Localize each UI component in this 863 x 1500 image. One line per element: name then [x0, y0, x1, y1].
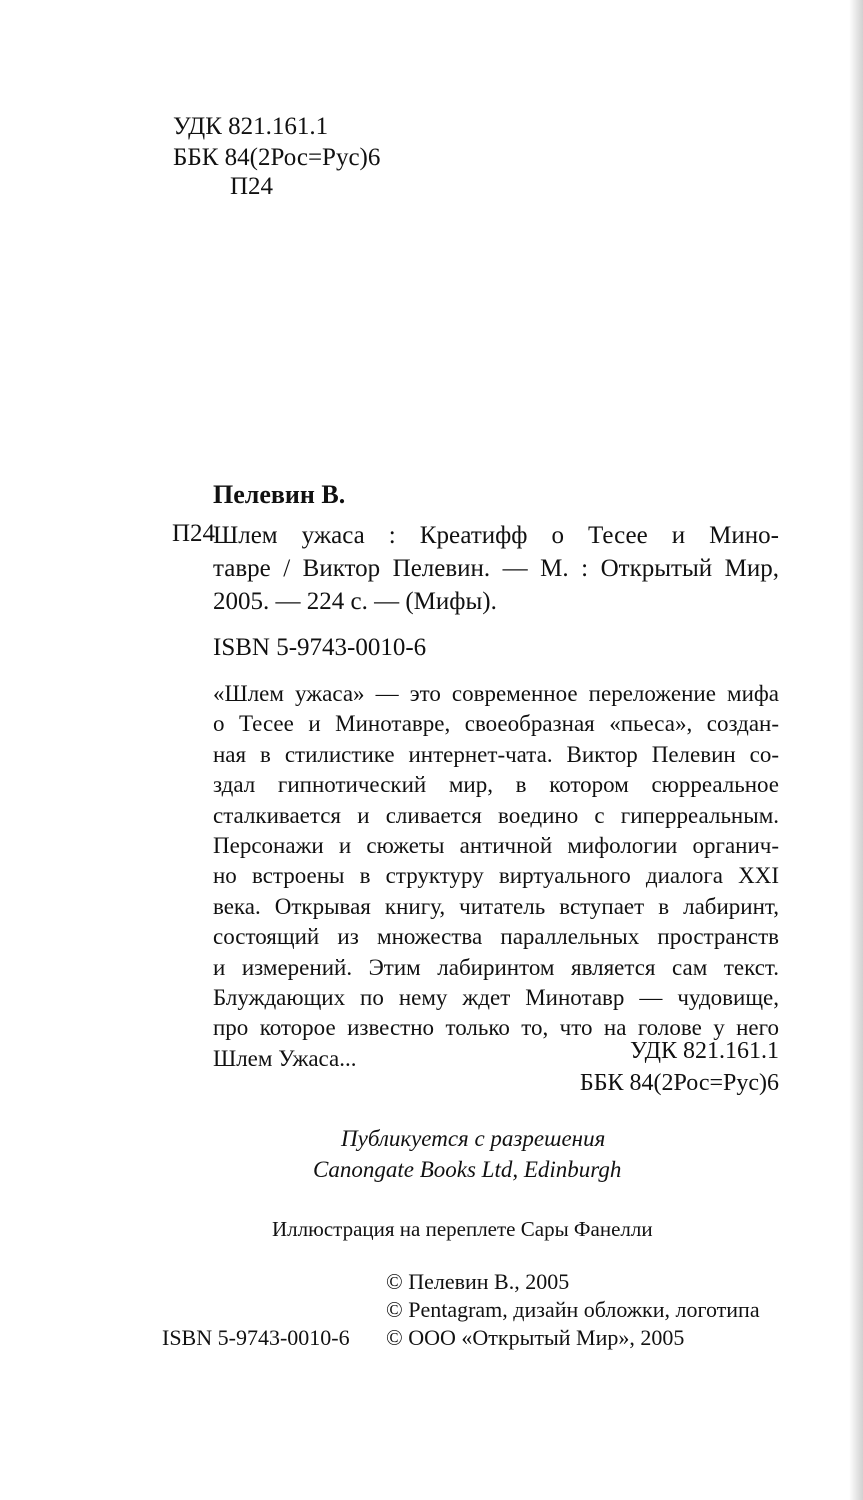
annotation-line: века. Открывая книгу, читатель вступает в лабиринт,: [213, 893, 779, 919]
annotation-line: Персонажи и сюжеты античной мифологии органич-: [213, 833, 779, 859]
annotation-line: состоящий из множества параллельных пространств: [213, 924, 779, 950]
description-line: Шлем ужаса : Креатифф о Тесее и Мино-: [213, 522, 779, 549]
catalog-code-top: П24: [230, 173, 274, 200]
permission-line-2: Canongate Books Ltd, Edinburgh: [313, 1157, 622, 1182]
description-line: тавре / Виктор Пелевин. — М. : Открытый Мир,: [213, 555, 779, 582]
copyright-line: © Pentagram, дизайн обложки, логотипа: [386, 1297, 760, 1322]
udk-top: УДК 821.161.1: [173, 113, 329, 140]
isbn-bottom: ISBN 5-9743-0010-6: [162, 1325, 350, 1350]
annotation-line: о Тесее и Минотавре, своеобразная «пьеса», создан-: [213, 711, 779, 737]
permission-line-1: Публикуется с разрешения: [341, 1126, 606, 1151]
annotation: [213, 679, 779, 1074]
description-line: 2005. — 224 с. — (Мифы).: [213, 588, 497, 615]
annotation-line: здал гипнотический мир, в котором сюрреальное: [213, 772, 779, 798]
illustration-credit: Иллюстрация на переплете Сары Фанелли: [272, 1217, 653, 1241]
annotation-line: сталкивается и сливается воедино с гиперреальным.: [213, 802, 779, 828]
catalog-code: П24: [172, 520, 216, 547]
isbn: ISBN 5-9743-0010-6: [213, 634, 427, 661]
annotation-line: но встроены в структуру виртуального диалога XXI: [213, 863, 779, 889]
page-edge-shadow: [849, 0, 863, 1500]
copyright-line: © Пелевин В., 2005: [386, 1269, 570, 1294]
annotation-line: и измерений. Этим лабиринтом является сам текст.: [213, 954, 779, 980]
bibliographic-description: [213, 519, 779, 618]
annotation-line: Шлем Ужаса...: [213, 1045, 357, 1071]
copyright-line: © ООО «Открытый Мир», 2005: [386, 1325, 685, 1350]
bbk-bottom: ББК 84(2Рос=Рус)6: [579, 1070, 779, 1096]
annotation-line: про которое известно только то, что на голове у него: [213, 1015, 779, 1041]
annotation-line: ная в стилистике интернет-чата. Виктор Пелевин со-: [213, 741, 779, 767]
author-name: Пелевин В.: [213, 480, 346, 509]
bbk-top: ББК 84(2Рос=Рус)6: [173, 144, 381, 171]
annotation-line: Блуждающих по нему ждет Минотавр — чудовище,: [213, 985, 779, 1011]
annotation-line: «Шлем ужаса» — это современное переложение мифа: [213, 681, 779, 706]
udk-bottom: УДК 821.161.1: [630, 1038, 779, 1064]
